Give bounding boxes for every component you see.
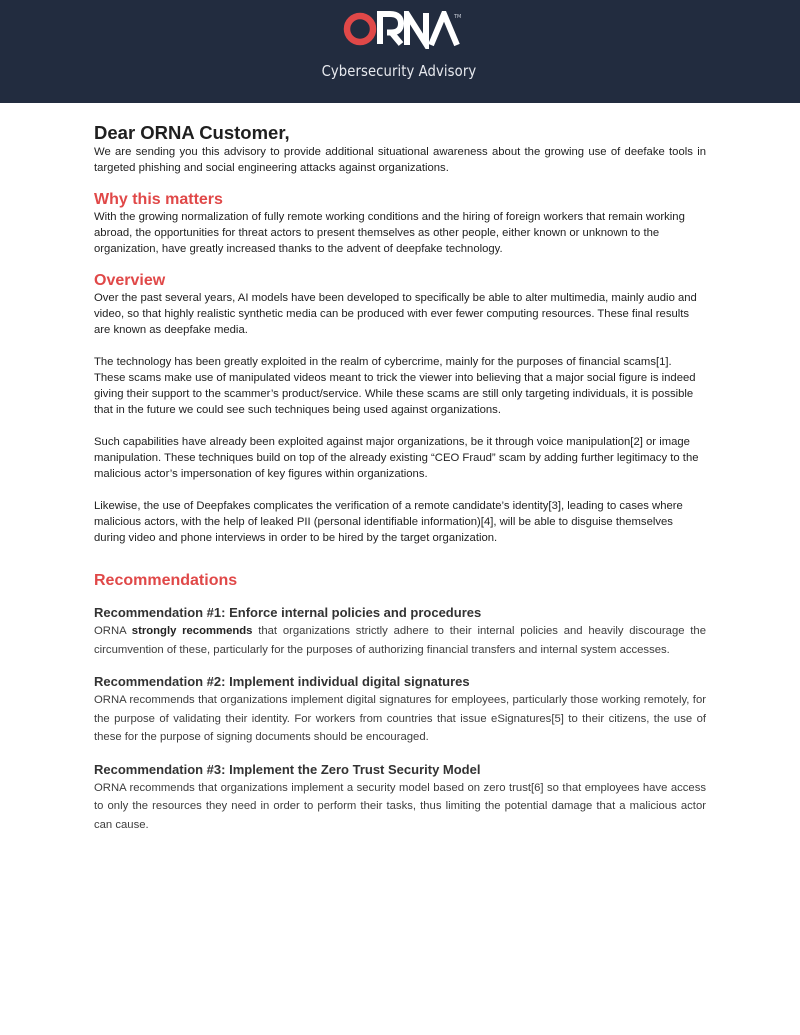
intro-paragraph: We are sending you this advisory to provide additional situational awareness about the growing use of deefake tools in targeted phishing and social engineering attacks against organizations. <box>94 146 706 174</box>
section-title-overview: Overview <box>94 272 166 289</box>
emphasis-text: strongly recommends <box>131 625 253 637</box>
recommendation-2-title: Recommendation #2: Implement individual digital signatures <box>94 674 470 689</box>
greeting: Dear ORNA Customer, <box>94 122 290 143</box>
overview-paragraph-1: Over the past several years, AI models have been developed to specifically be able to alter multimedia, mainly audio and video, so that highly realistic synthetic media can be produced with ever fewer computing resources. These final results are known as deepfake media. <box>94 292 697 336</box>
tagline: Cybersecurity Advisory <box>321 62 477 80</box>
orna-logo <box>343 11 463 49</box>
trademark-mark: TM <box>454 14 462 20</box>
section-title-recommendations: Recommendations <box>94 572 238 589</box>
recommendation-1-body: ORNA strongly recommends that organizations strictly adhere to their internal policies and heavily discourage the circumvention of these, particularly for the purposes of authorizing financial transfers and internal system accesses. <box>94 625 706 656</box>
recommendation-1-title: Recommendation #1: Enforce internal policies and procedures <box>94 605 482 620</box>
why-paragraph: With the growing normalization of fully remote working conditions and the hiring of foreign workers that remain working abroad, the opportunities for threat actors to present themselves as other people, either known or unknown to the organization, have greatly increased thanks to the advent of deepfake technology. <box>94 211 685 255</box>
overview-paragraph-3: Such capabilities have already been exploited against major organizations, be it through voice manipulation[2] or image manipulation. These techniques build on top of the already existing “CEO Fraud” scam by adding further legitimacy to the malicious actor’s impersonation of key figures within organizations. <box>94 436 699 480</box>
section-title-why: Why this matters <box>94 191 223 208</box>
recommendation-2-body: ORNA recommends that organizations implement digital signatures for employees, particularly those working remotely, for the purpose of validating their identity. For workers from countries that issue eSignatures[5] to their citizens, the use of these for the purpose of signing documents should be encouraged. <box>94 694 706 743</box>
recommendation-3-body: ORNA recommends that organizations implement a security model based on zero trust[6] so that employees have access to only the resources they need in order to perform their tasks, thus limiting the potential damage that a malicious actor can cause. <box>94 781 706 831</box>
advisory-body <box>94 122 706 834</box>
overview-paragraph-4: Likewise, the use of Deepfakes complicates the verification of a remote candidate’s identity[3], leading to cases where malicious actors, with the help of leaked PII (personal identifiable information)[4], will be able to disguise themselves during video and phone interviews in order to be hired by the target organization. <box>94 500 683 544</box>
page-header <box>0 0 800 103</box>
overview-paragraph-2: The technology has been greatly exploited in the realm of cybercrime, mainly for the purposes of financial scams[1]. These scams make use of manipulated videos meant to trick the viewer into believing that a major social figure is indeed giving their support to the scammer’s product/service. While these scams are still only targeting individuals, it is possible that in the future we could see such techniques being used against organizations. <box>94 356 696 416</box>
recommendation-3-title: Recommendation #3: Implement the Zero Trust Security Model <box>94 761 481 777</box>
